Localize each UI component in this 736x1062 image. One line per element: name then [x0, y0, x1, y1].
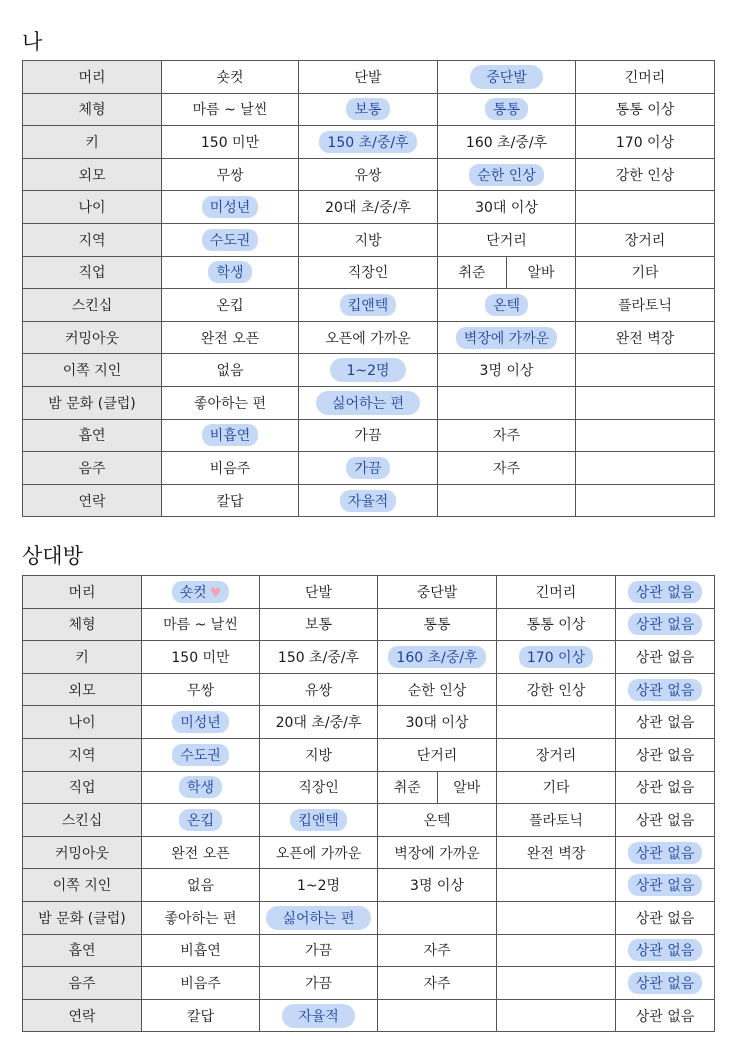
table-cell	[497, 934, 616, 967]
table-cell: 좋아하는 편	[142, 901, 260, 934]
table-cell: 벽장에 가까운	[378, 836, 497, 869]
row-label: 음주	[23, 452, 162, 485]
selected-option: 상관 없음	[628, 679, 703, 701]
row-label: 직업	[23, 771, 142, 804]
table-cell: 통통	[378, 608, 497, 641]
partner-preferences-table	[22, 575, 715, 1032]
table-cell: 기타	[497, 771, 616, 804]
table-cell	[162, 256, 299, 289]
table-cell: 30대 이상	[378, 706, 497, 739]
table-row	[23, 901, 715, 934]
row-label: 흡연	[23, 419, 162, 452]
selected-option: 자율적	[340, 490, 397, 512]
table-cell: 완전 벽장	[497, 836, 616, 869]
table-cell: 완전 오픈	[142, 836, 260, 869]
row-label: 커밍아웃	[23, 321, 162, 354]
table-cell	[260, 804, 378, 837]
table-cell: 강한 인상	[576, 158, 715, 191]
row-label: 연락	[23, 484, 162, 517]
table-cell	[260, 901, 378, 934]
table-cell: 중단발	[378, 576, 497, 609]
table-cell: 160 초/중/후	[438, 126, 576, 159]
table-cell	[299, 126, 438, 159]
table-cell: 150 초/중/후	[260, 641, 378, 674]
table-cell	[576, 484, 715, 517]
row-label: 나이	[23, 706, 142, 739]
table-cell	[438, 61, 576, 94]
sub-cell: 취준	[393, 780, 421, 797]
table-row	[23, 158, 715, 191]
table-cell	[497, 869, 616, 902]
table-cell: 비흡연	[142, 934, 260, 967]
selected-option: 수도권	[172, 744, 229, 766]
table-cell: 20대 초/중/후	[299, 191, 438, 224]
table-row	[23, 967, 715, 1000]
row-label: 밤 문화 (클럽)	[23, 901, 142, 934]
table-cell: 플라토닉	[497, 804, 616, 837]
table-cell	[299, 93, 438, 126]
table-row	[23, 804, 715, 837]
table-cell	[260, 999, 378, 1032]
selected-option: 중단발	[470, 65, 543, 89]
sub-cell: 취준	[458, 265, 486, 282]
table-cell	[497, 641, 616, 674]
any-cell	[616, 934, 715, 967]
selected-option: 미성년	[202, 196, 259, 218]
table-row	[23, 191, 715, 224]
table-row	[23, 419, 715, 452]
sub-cell: 알바	[437, 772, 497, 804]
table-row	[23, 934, 715, 967]
table-cell: 20대 초/중/후	[260, 706, 378, 739]
selected-option: 온킵	[179, 809, 222, 831]
section-title-partner: 상대방	[22, 544, 83, 568]
table-row	[23, 706, 715, 739]
table-cell	[576, 419, 715, 452]
table-cell: 완전 벽장	[576, 321, 715, 354]
table-cell: 직장인	[260, 771, 378, 804]
table-cell: 150 미만	[162, 126, 299, 159]
row-label: 머리	[23, 61, 162, 94]
selected-option: 상관 없음	[628, 939, 703, 961]
row-label: 나이	[23, 191, 162, 224]
table-cell	[142, 706, 260, 739]
table-row	[23, 223, 715, 256]
row-label: 체형	[23, 608, 142, 641]
table-cell: 무쌍	[142, 673, 260, 706]
table-cell: 강한 인상	[497, 673, 616, 706]
any-cell	[616, 673, 715, 706]
table-cell: 통통 이상	[576, 93, 715, 126]
table-row	[23, 386, 715, 419]
selected-option: 비흡연	[202, 424, 259, 446]
any-cell: 상관 없음	[616, 771, 715, 804]
table-row	[23, 61, 715, 94]
table-cell: 긴머리	[576, 61, 715, 94]
table-cell: 유쌍	[260, 673, 378, 706]
table-cell: 마름 ~ 날씬	[162, 93, 299, 126]
table-cell	[378, 999, 497, 1032]
any-cell	[616, 967, 715, 1000]
table-cell: 단거리	[438, 223, 576, 256]
table-row	[23, 321, 715, 354]
selected-option: 1~2명	[330, 358, 405, 382]
table-cell	[142, 576, 260, 609]
table-cell: 온텍	[378, 804, 497, 837]
table-cell	[438, 321, 576, 354]
table-cell	[378, 901, 497, 934]
table-cell	[162, 419, 299, 452]
table-cell: 가끔	[260, 967, 378, 1000]
table-cell: 장거리	[497, 738, 616, 771]
table-cell	[576, 386, 715, 419]
selected-option: 싫어하는 편	[316, 391, 420, 415]
table-row	[23, 289, 715, 322]
table-cell	[299, 354, 438, 387]
table-cell: 가끔	[260, 934, 378, 967]
row-label: 키	[23, 641, 142, 674]
selected-option: 상관 없음	[628, 581, 703, 603]
table-cell: 1~2명	[260, 869, 378, 902]
selected-option	[172, 581, 230, 603]
table-cell: 가끔	[299, 419, 438, 452]
table-row	[23, 484, 715, 517]
table-row	[23, 93, 715, 126]
selected-option: 미성년	[172, 711, 229, 733]
table-row	[23, 608, 715, 641]
table-cell	[378, 771, 497, 804]
table-cell: 무쌍	[162, 158, 299, 191]
option-text: 숏컷	[179, 584, 207, 601]
table-cell	[438, 256, 576, 289]
table-cell	[497, 706, 616, 739]
table-cell	[438, 93, 576, 126]
table-row	[23, 673, 715, 706]
table-row	[23, 738, 715, 771]
row-label: 외모	[23, 158, 162, 191]
row-label: 흡연	[23, 934, 142, 967]
selected-option: 킵앤텍	[290, 809, 347, 831]
table-cell: 150 미만	[142, 641, 260, 674]
row-label: 이쪽 지인	[23, 354, 162, 387]
table-cell: 유쌍	[299, 158, 438, 191]
selected-option: 학생	[208, 261, 251, 283]
selected-option: 상관 없음	[628, 972, 703, 994]
selected-option: 싫어하는 편	[266, 906, 370, 930]
row-label: 음주	[23, 967, 142, 1000]
table-cell: 칼답	[142, 999, 260, 1032]
table-cell: 단발	[299, 61, 438, 94]
any-cell	[616, 869, 715, 902]
row-label: 머리	[23, 576, 142, 609]
any-cell: 상관 없음	[616, 641, 715, 674]
table-row	[23, 836, 715, 869]
table-cell	[438, 386, 576, 419]
table-cell: 직장인	[299, 256, 438, 289]
table-cell	[299, 289, 438, 322]
table-cell	[142, 804, 260, 837]
table-cell	[142, 738, 260, 771]
selected-option: 상관 없음	[628, 842, 703, 864]
table-cell: 자주	[378, 934, 497, 967]
table-cell: 단발	[260, 576, 378, 609]
table-cell: 30대 이상	[438, 191, 576, 224]
table-cell	[497, 999, 616, 1032]
table-cell: 좋아하는 편	[162, 386, 299, 419]
row-label: 스킨십	[23, 804, 142, 837]
table-cell	[438, 158, 576, 191]
table-cell	[299, 452, 438, 485]
heart-icon: ♥	[209, 585, 222, 601]
table-row	[23, 126, 715, 159]
selected-option: 학생	[179, 776, 222, 798]
table-cell: 보통	[260, 608, 378, 641]
table-cell: 지방	[299, 223, 438, 256]
table-cell	[497, 967, 616, 1000]
table-cell: 비음주	[142, 967, 260, 1000]
table-cell	[299, 386, 438, 419]
selected-option: 상관 없음	[628, 874, 703, 896]
table-row	[23, 869, 715, 902]
table-row	[23, 999, 715, 1032]
any-cell: 상관 없음	[616, 901, 715, 934]
sub-cell: 알바	[506, 257, 575, 289]
table-row	[23, 641, 715, 674]
table-cell: 3명 이상	[438, 354, 576, 387]
table-cell	[299, 484, 438, 517]
table-cell: 자주	[438, 419, 576, 452]
table-cell	[142, 771, 260, 804]
table-cell	[497, 901, 616, 934]
row-label: 밤 문화 (클럽)	[23, 386, 162, 419]
table-cell: 기타	[576, 256, 715, 289]
table-cell: 오픈에 가까운	[260, 836, 378, 869]
selected-option: 수도권	[202, 229, 259, 251]
table-cell: 오픈에 가까운	[299, 321, 438, 354]
row-label: 체형	[23, 93, 162, 126]
selected-option: 상관 없음	[628, 613, 703, 635]
table-cell: 마름 ~ 날씬	[142, 608, 260, 641]
table-cell: 장거리	[576, 223, 715, 256]
row-label: 키	[23, 126, 162, 159]
table-row	[23, 771, 715, 804]
row-label: 지역	[23, 223, 162, 256]
table-cell	[576, 191, 715, 224]
any-cell	[616, 576, 715, 609]
table-cell: 숏컷	[162, 61, 299, 94]
table-row	[23, 256, 715, 289]
selected-option: 가끔	[346, 457, 389, 479]
any-cell: 상관 없음	[616, 999, 715, 1032]
table-cell: 3명 이상	[378, 869, 497, 902]
table-cell: 단거리	[378, 738, 497, 771]
selected-option: 보통	[346, 98, 389, 120]
table-cell: 자주	[438, 452, 576, 485]
row-label: 직업	[23, 256, 162, 289]
table-cell: 온킵	[162, 289, 299, 322]
table-cell: 순한 인상	[378, 673, 497, 706]
selected-option: 자율적	[282, 1004, 355, 1028]
any-cell: 상관 없음	[616, 738, 715, 771]
selected-option: 벽장에 가까운	[456, 327, 558, 349]
row-label: 커밍아웃	[23, 836, 142, 869]
any-cell	[616, 836, 715, 869]
table-cell: 칼답	[162, 484, 299, 517]
section-title-me: 나	[22, 30, 43, 54]
any-cell: 상관 없음	[616, 804, 715, 837]
table-cell	[162, 191, 299, 224]
table-cell: 170 이상	[576, 126, 715, 159]
my-preferences-table	[22, 60, 715, 517]
table-cell	[576, 452, 715, 485]
selected-option: 온텍	[485, 294, 528, 316]
table-cell	[438, 289, 576, 322]
table-row	[23, 576, 715, 609]
any-cell	[616, 608, 715, 641]
table-row	[23, 452, 715, 485]
selected-option: 160 초/중/후	[388, 646, 485, 668]
table-row	[23, 354, 715, 387]
row-label: 스킨십	[23, 289, 162, 322]
selected-option: 150 초/중/후	[319, 131, 416, 153]
table-cell: 통통 이상	[497, 608, 616, 641]
any-cell: 상관 없음	[616, 706, 715, 739]
table-cell	[576, 354, 715, 387]
table-cell	[162, 223, 299, 256]
table-cell: 지방	[260, 738, 378, 771]
table-cell: 없음	[162, 354, 299, 387]
table-cell: 긴머리	[497, 576, 616, 609]
selected-option: 순한 인상	[469, 164, 544, 186]
table-cell: 없음	[142, 869, 260, 902]
table-cell: 비음주	[162, 452, 299, 485]
row-label: 지역	[23, 738, 142, 771]
row-label: 외모	[23, 673, 142, 706]
row-label: 연락	[23, 999, 142, 1032]
selected-option: 통통	[485, 98, 528, 120]
table-cell: 플라토닉	[576, 289, 715, 322]
selected-option: 킵앤텍	[340, 294, 397, 316]
row-label: 이쪽 지인	[23, 869, 142, 902]
selected-option: 170 이상	[519, 646, 593, 668]
table-cell	[378, 641, 497, 674]
table-cell: 자주	[378, 967, 497, 1000]
table-cell	[438, 484, 576, 517]
table-cell: 완전 오픈	[162, 321, 299, 354]
